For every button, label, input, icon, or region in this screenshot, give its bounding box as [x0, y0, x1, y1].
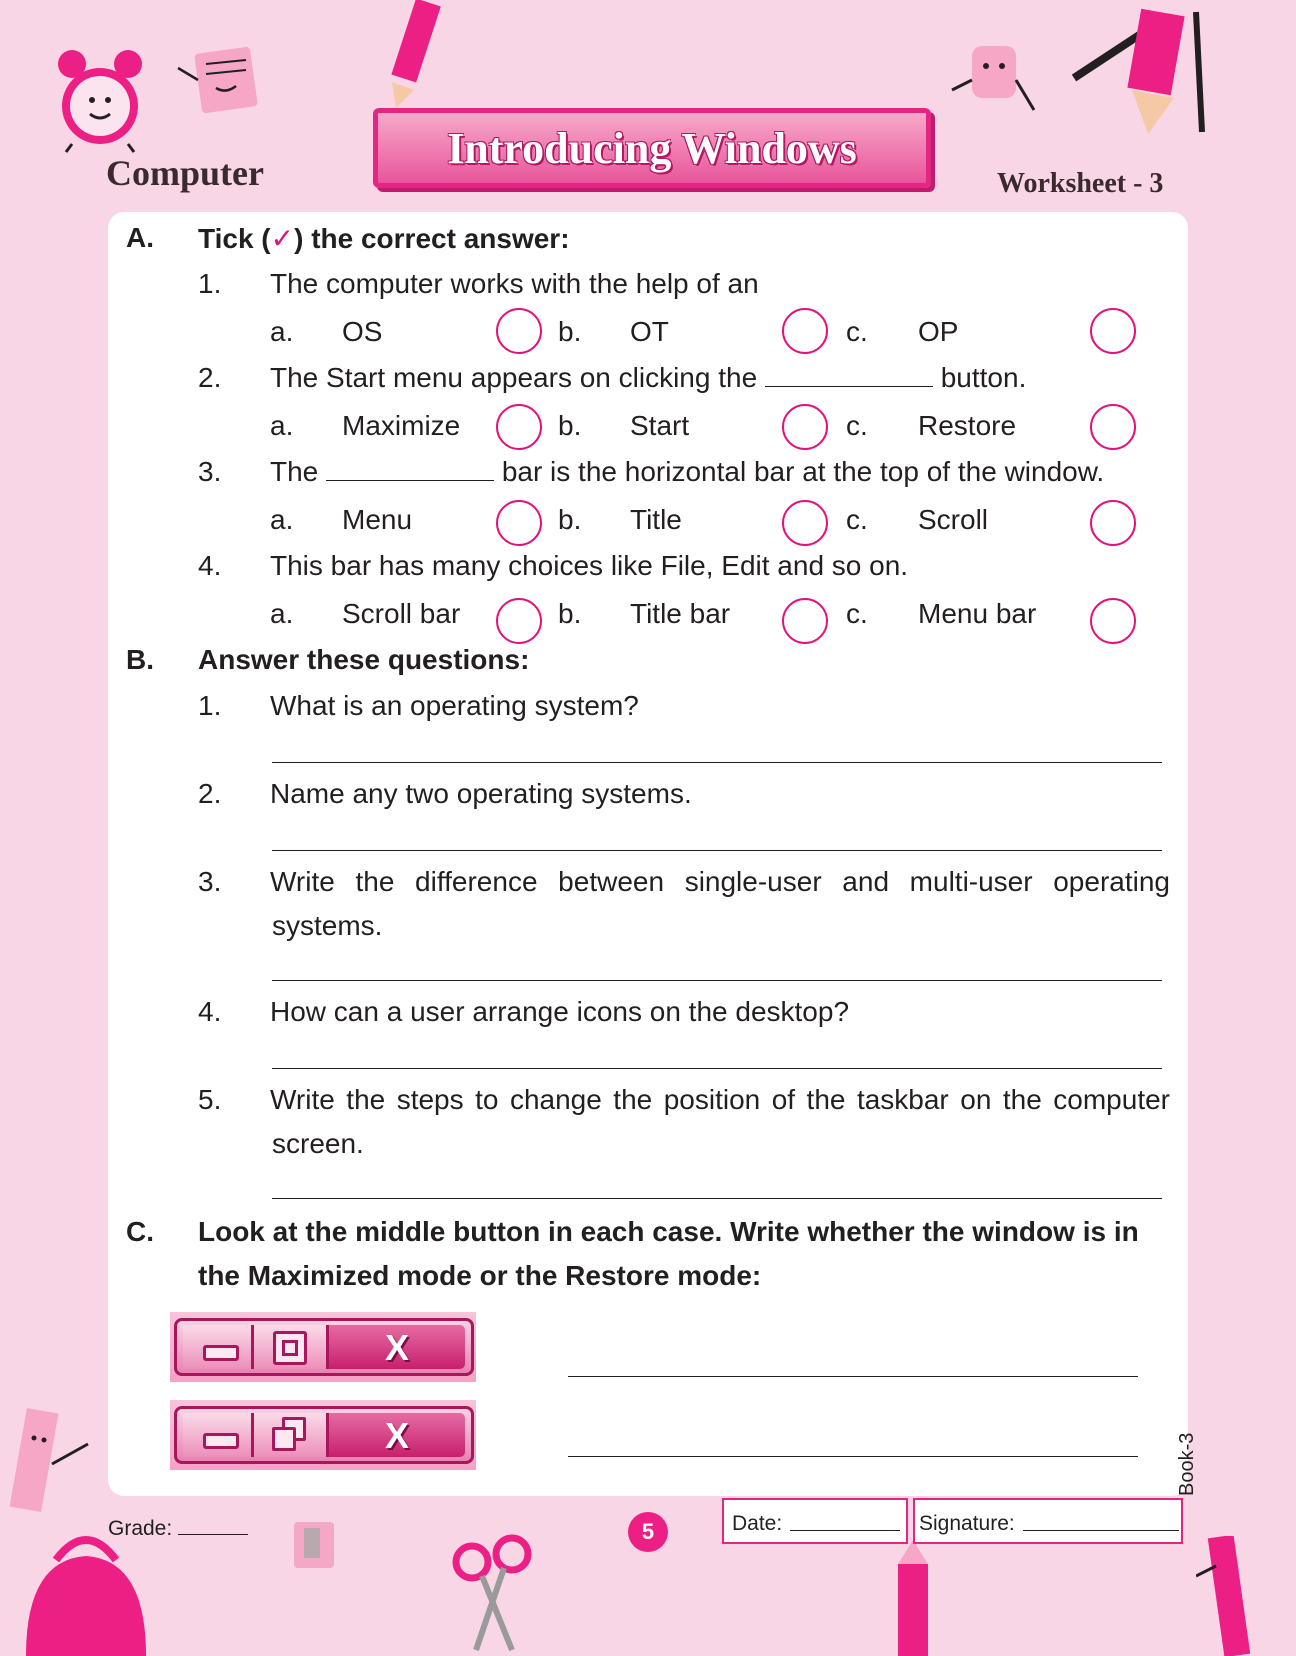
alarm-clock-icon	[52, 44, 152, 154]
question-text-pre: The	[270, 456, 319, 487]
answer-line[interactable]	[272, 980, 1162, 981]
question-text-line2: screen.	[272, 1128, 364, 1159]
close-icon: X	[384, 1327, 409, 1368]
answer-line[interactable]	[272, 762, 1162, 763]
crayon-character-icon	[880, 1540, 950, 1656]
answer-circle[interactable]	[496, 598, 542, 644]
answer-circle[interactable]	[782, 308, 828, 354]
answer-line[interactable]	[272, 1198, 1162, 1199]
close-button	[329, 1413, 465, 1457]
section-c-heading-line2: the Maximized mode or the Restore mode:	[198, 1260, 762, 1291]
question-number: 3.	[198, 456, 222, 487]
option-text: Title	[630, 504, 682, 535]
subject-label: Computer	[106, 153, 264, 193]
ruler-character-icon	[8, 1404, 92, 1524]
title-banner	[373, 108, 931, 188]
answer-line[interactable]	[568, 1376, 1138, 1377]
option-label: b.	[558, 410, 582, 441]
grade-line[interactable]	[178, 1516, 248, 1535]
signature-box[interactable]	[913, 1498, 1183, 1544]
section-a-heading-post: ) the correct answer:	[294, 223, 570, 254]
option-text: Title bar	[630, 598, 731, 629]
grade-label: Grade:	[108, 1517, 173, 1540]
option-label: a.	[270, 316, 294, 347]
signature-line[interactable]	[1023, 1530, 1179, 1531]
answer-line[interactable]	[272, 1068, 1162, 1069]
scissors-icon	[452, 1532, 532, 1656]
question-number: 2.	[198, 362, 222, 393]
answer-circle[interactable]	[496, 500, 542, 546]
page-number-badge: 5	[628, 1512, 668, 1552]
eraser-character-icon	[948, 40, 1038, 120]
section-a-heading	[198, 222, 570, 255]
close-button	[329, 1325, 465, 1369]
question-number: 5.	[198, 1084, 222, 1115]
option-label: b.	[558, 504, 582, 535]
answer-circle[interactable]	[782, 404, 828, 450]
pencil-icon	[378, 0, 448, 110]
option-label: c.	[846, 410, 868, 441]
worksheet-label: Worksheet - 3	[997, 168, 1164, 199]
option-text: OS	[342, 316, 383, 347]
option-label: a.	[270, 504, 294, 535]
answer-line[interactable]	[568, 1456, 1138, 1457]
section-b-heading: Answer these questions:	[198, 644, 530, 675]
maximize-icon	[273, 1331, 307, 1365]
answer-line[interactable]	[272, 850, 1162, 851]
fill-blank[interactable]	[765, 362, 933, 387]
question-number: 1.	[198, 268, 222, 299]
option-label: b.	[558, 598, 582, 629]
question-text: The computer works with the help of an	[270, 268, 759, 299]
question-text: This bar has many choices like File, Edit and so on.	[270, 550, 909, 581]
middle-button	[254, 1325, 329, 1369]
answer-circle[interactable]	[496, 308, 542, 354]
minimize-icon	[203, 1433, 239, 1449]
grade-field[interactable]	[108, 1516, 248, 1541]
window-controls-2	[170, 1400, 476, 1470]
option-label: a.	[270, 410, 294, 441]
restore-icon	[272, 1427, 296, 1451]
middle-button	[254, 1413, 329, 1457]
window-controls-panel	[174, 1318, 474, 1376]
minimize-icon	[203, 1345, 239, 1361]
option-label: b.	[558, 316, 582, 347]
answer-circle[interactable]	[1090, 598, 1136, 644]
option-text: Menu bar	[918, 598, 1037, 629]
section-c-heading-line1: Look at the middle button in each case. Write whether the window is in	[198, 1216, 1139, 1247]
option-text: OT	[630, 316, 669, 347]
answer-circle[interactable]	[1090, 404, 1136, 450]
date-box[interactable]	[722, 1498, 908, 1544]
date-label: Date:	[732, 1512, 783, 1535]
option-text: Start	[630, 410, 690, 441]
question-number: 4.	[198, 550, 222, 581]
question-text: Name any two operating systems.	[270, 778, 692, 809]
option-text: Menu	[342, 504, 413, 535]
window-controls-panel	[174, 1406, 474, 1464]
fill-blank[interactable]	[326, 456, 494, 481]
answer-circle[interactable]	[782, 500, 828, 546]
question-text: How can a user arrange icons on the desktop?	[270, 996, 850, 1027]
question-text	[270, 456, 1104, 488]
close-icon: X	[384, 1415, 409, 1456]
book-label: Book-3	[1176, 1432, 1198, 1496]
question-text-pre: The Start menu appears on clicking the	[270, 362, 758, 393]
question-text-line2: systems.	[272, 910, 383, 941]
minimize-button	[183, 1413, 254, 1457]
option-label: c.	[846, 316, 868, 347]
answer-circle[interactable]	[782, 598, 828, 644]
option-text: OP	[918, 316, 959, 347]
pen-character-icon	[1196, 1536, 1266, 1656]
worksheet-card	[108, 212, 1188, 1496]
question-text-line1: Write the difference between single-user and multi-user operating	[270, 866, 1170, 897]
question-number: 1.	[198, 690, 222, 721]
answer-circle[interactable]	[496, 404, 542, 450]
section-c-letter: C.	[126, 1216, 154, 1247]
minimize-button	[183, 1325, 254, 1369]
question-number: 2.	[198, 778, 222, 809]
section-a-letter: A.	[126, 222, 154, 253]
option-text: Maximize	[342, 410, 461, 441]
signature-label: Signature:	[919, 1512, 1015, 1535]
question-text-line1: Write the steps to change the position of the taskbar on the computer	[270, 1084, 1170, 1115]
option-label: a.	[270, 598, 294, 629]
window-controls-1	[170, 1312, 476, 1382]
question-text-post: bar is the horizontal bar at the top of the window.	[501, 456, 1105, 487]
question-number: 3.	[198, 866, 222, 897]
question-text	[270, 362, 1026, 394]
question-text-post: button.	[940, 362, 1027, 393]
section-b-letter: B.	[126, 644, 154, 675]
answer-circle[interactable]	[1090, 308, 1136, 354]
option-label: c.	[846, 598, 868, 629]
sharpener-icon	[284, 1516, 344, 1586]
question-text: What is an operating system?	[270, 690, 639, 721]
date-line[interactable]	[790, 1530, 900, 1531]
option-text: Scroll bar	[342, 598, 461, 629]
option-text: Scroll	[918, 504, 989, 535]
answer-circle[interactable]	[1090, 500, 1136, 546]
question-number: 4.	[198, 996, 222, 1027]
page-title: Introducing Windows	[447, 123, 857, 173]
option-text: Restore	[918, 410, 1017, 441]
tick-icon: ✓	[270, 223, 295, 254]
section-a-heading-pre: Tick (	[198, 223, 271, 254]
pencil-character-icon	[1070, 8, 1210, 138]
option-label: c.	[846, 504, 868, 535]
notepad-icon	[176, 44, 268, 124]
